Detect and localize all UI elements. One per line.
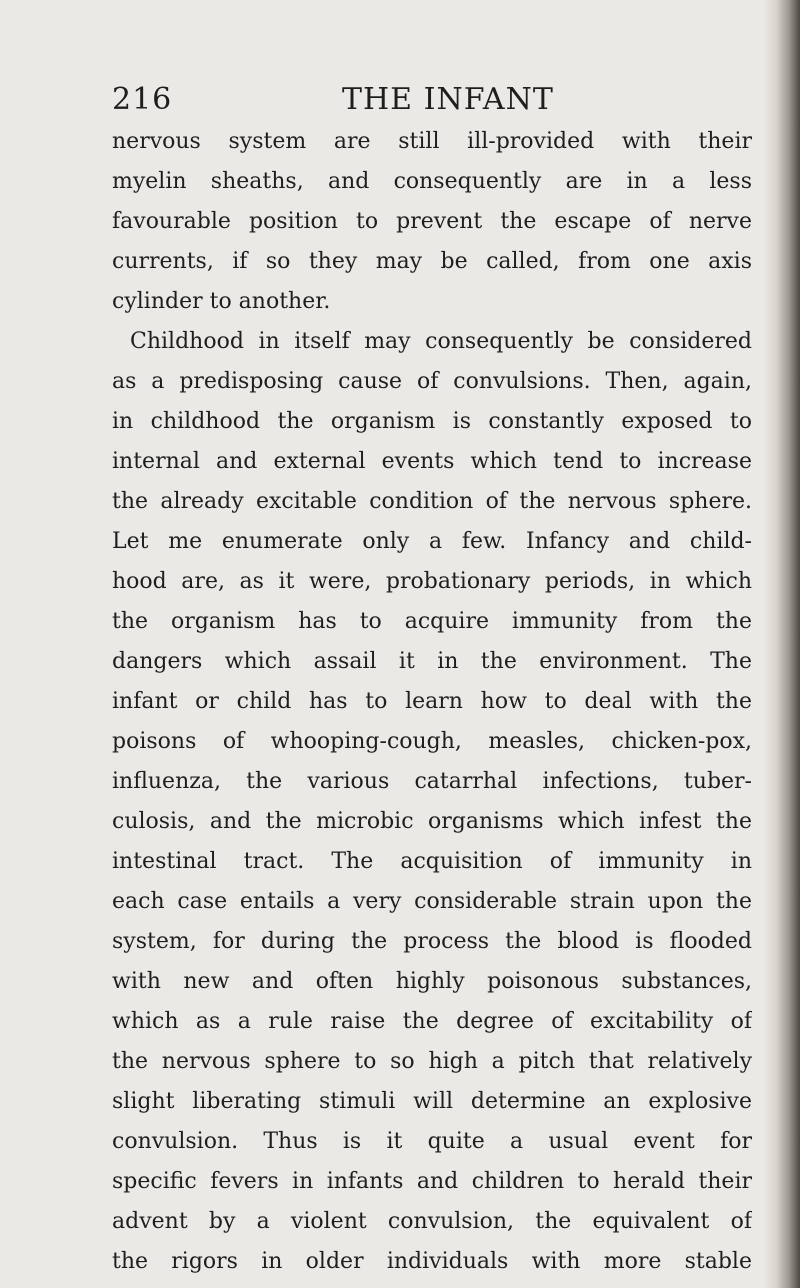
text-line: myelin sheaths, and consequently are in a less [112,169,752,194]
text-line: Let me enumerate only a few. Infancy and child- [112,529,752,554]
text-line: the rigors in older individuals with more stable [112,1249,752,1274]
text-line: culosis, and the microbic organisms which infest the [112,809,752,834]
text-line: influenza, the various catarrhal infections, tuber- [112,769,752,794]
text-line: the organism has to acquire immunity from the [112,609,752,634]
text-line: system, for during the process the blood is flooded [112,929,752,954]
text-line: which as a rule raise the degree of excitability of [112,1009,752,1034]
text-line: nervous system are still ill-provided with their [112,129,752,154]
text-line-paragraph-end: cylinder to another. [112,289,331,314]
page-number: 216 [112,82,173,117]
text-line: advent by a violent convulsion, the equivalent of [112,1209,752,1234]
text-line: convulsion. Thus is it quite a usual event for [112,1129,752,1154]
text-line: hood are, as it were, probationary periods, in which [112,569,752,594]
text-line: slight liberating stimuli will determine an explosive [112,1089,752,1114]
page-edge-shadow [764,0,800,1288]
text-line: with new and often highly poisonous substances, [112,969,752,994]
running-title: THE INFANT [342,82,554,117]
text-line: the nervous sphere to so high a pitch that relatively [112,1049,752,1074]
body-text [112,122,752,1282]
text-line: as a predisposing cause of convulsions. Then, again, [112,369,752,394]
text-line: each case entails a very considerable strain upon the [112,889,752,914]
text-line: specific fevers in infants and children to herald their [112,1169,752,1194]
text-line: in childhood the organism is constantly exposed to [112,409,752,434]
text-line-paragraph-start: Childhood in itself may consequently be considered [130,329,752,354]
text-line: intestinal tract. The acquisition of immunity in [112,849,752,874]
text-line: poisons of whooping-cough, measles, chicken-pox, [112,729,752,754]
text-line: internal and external events which tend to increase [112,449,752,474]
text-line: infant or child has to learn how to deal with the [112,689,752,714]
text-line: favourable position to prevent the escape of nerve [112,209,752,234]
text-line: the already excitable condition of the nervous sphere. [112,489,752,514]
page-header [112,80,752,120]
text-line: currents, if so they may be called, from one axis [112,249,752,274]
text-line: dangers which assail it in the environment. The [112,649,752,674]
